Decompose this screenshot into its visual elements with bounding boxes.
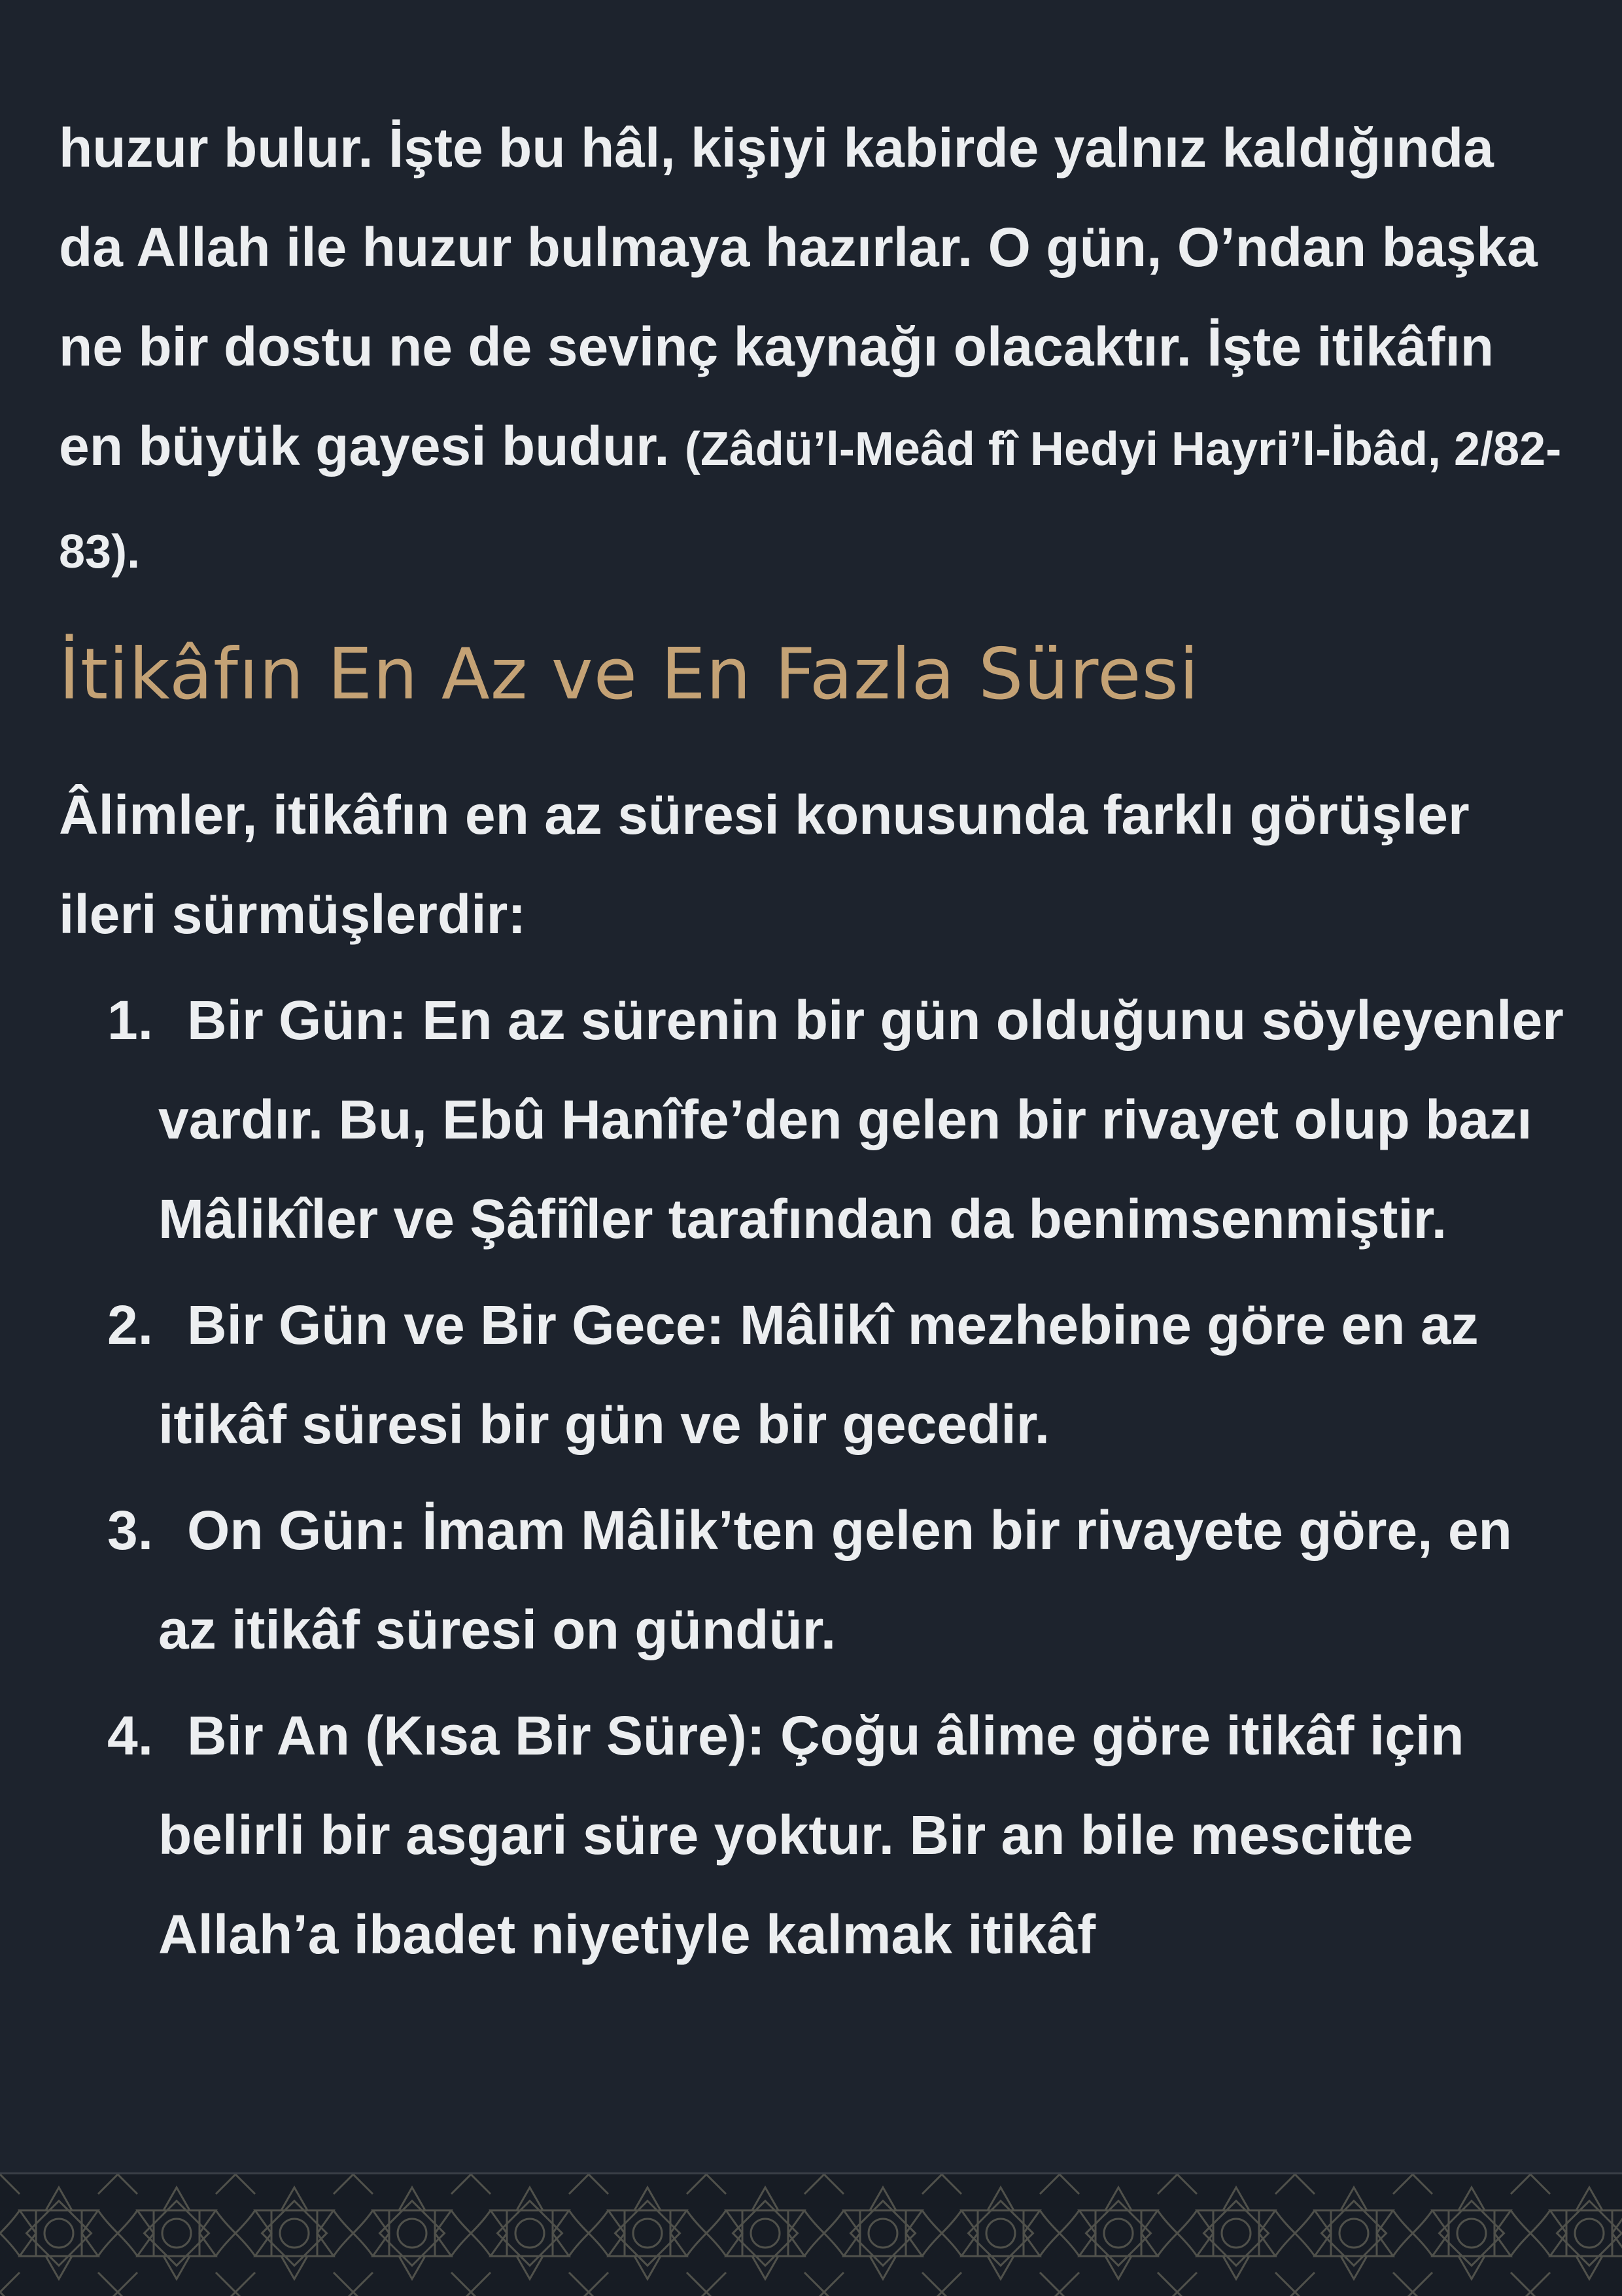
intro-paragraph: Âlimler, itikâfın en az süresi konusunda farklı görüşler ileri sürmüşlerdir:: [59, 784, 1470, 945]
islamic-geometric-star-pattern-icon: [0, 2174, 1622, 2296]
list-term: On Gün:: [187, 1499, 407, 1561]
list-text: En az sürenin bir gün olduğunu söyleyenler vardır. Bu, Ebû Hanîfe’den gelen bir rivayet olup bazı Mâlikîler ve Şâfiîler tarafından da benimsenmiştir.: [158, 989, 1564, 1250]
footer-ornament-band: [0, 2172, 1622, 2296]
list-term: Bir Gün:: [187, 989, 407, 1051]
list-text: Mâlikî mezhebine göre en az itikâf süresi bir gün ve bir gecedir.: [158, 1294, 1479, 1455]
list-number: 2.: [107, 1294, 154, 1356]
page-content: [59, 98, 1570, 1984]
list-text: İmam Mâlik’ten gelen bir rivayete göre, en az itikâf süresi on gündür.: [158, 1499, 1512, 1660]
duration-list: [59, 970, 1570, 1984]
list-term: Bir An (Kısa Bir Süre):: [187, 1705, 765, 1766]
paragraph-continuation: [59, 98, 1570, 602]
list-item: [59, 1275, 1570, 1474]
list-text: Çoğu âlime göre itikâf için belirli bir asgari süre yoktur. Bir an bile mescitte Allah’a ibadet niyetiyle kalmak itikâf: [158, 1705, 1464, 1965]
list-item: [59, 1686, 1570, 1984]
list-item: [59, 970, 1570, 1269]
list-number: 3.: [107, 1499, 154, 1561]
list-term: Bir Gün ve Bir Gece:: [187, 1294, 725, 1356]
list-number: 4.: [107, 1705, 154, 1766]
paragraph-text: huzur bulur. İşte bu hâl, kişiyi kabirde yalnız kaldığında da Allah ile huzur bulmaya hazırlar. O gün, O’ndan başka ne bir dostu ne de sevinç kaynağı olacaktır. İşte itikâfın en büyük gayesi budur.: [59, 117, 1538, 477]
citation: (Zâdü’l-Meâd fî Hedyi Hayri’l-İbâd, 2/82-83).: [59, 423, 1562, 578]
list-number: 1.: [107, 989, 154, 1051]
list-item: [59, 1481, 1570, 1679]
section-heading: İtikâfın En Az ve En Fazla Süresi: [59, 634, 1199, 715]
